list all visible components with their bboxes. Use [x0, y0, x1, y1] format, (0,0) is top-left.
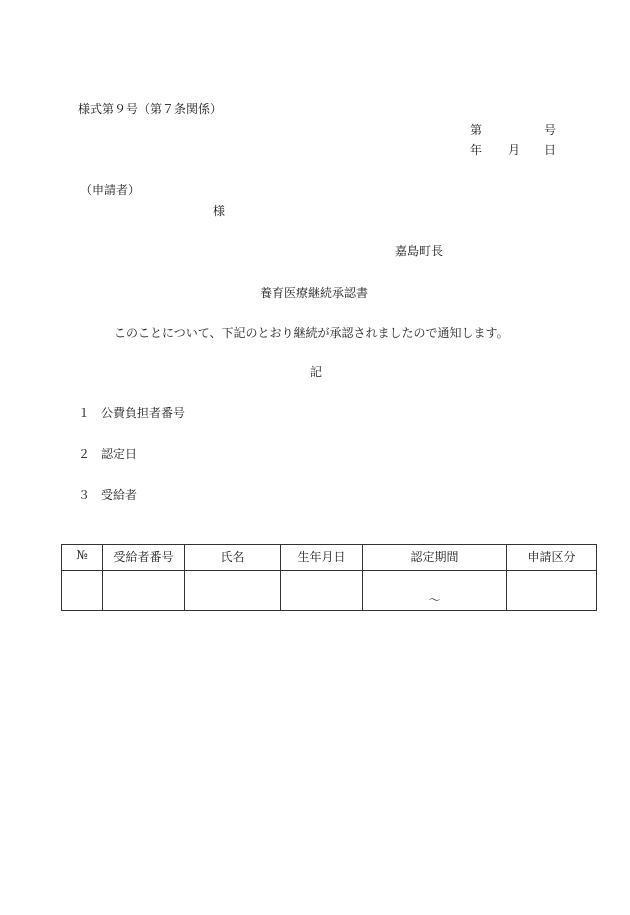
- doc-number-suffix: 号: [544, 123, 557, 137]
- cell-birthdate: [281, 571, 363, 611]
- date-month: 月: [508, 143, 521, 157]
- addressee-honorific: 様: [213, 204, 226, 218]
- item-certification-date: [78, 447, 137, 461]
- item-number: １: [78, 406, 91, 420]
- date-year: 年: [470, 143, 483, 157]
- header-no: №: [62, 545, 103, 571]
- table-row: [62, 571, 597, 611]
- cell-application-category: [507, 571, 597, 611]
- header-certification-period: 認定期間: [363, 545, 507, 571]
- item-number: ２: [78, 447, 91, 461]
- cell-no: [62, 571, 103, 611]
- cell-certification-period: ～: [363, 571, 507, 611]
- header-recipient-number: 受給者番号: [103, 545, 185, 571]
- cell-recipient-number: [103, 571, 185, 611]
- date-day: 日: [544, 143, 557, 157]
- applicant-label: （申請者）: [80, 183, 141, 197]
- issuer: 嘉島町長: [395, 244, 444, 258]
- item-label: 受給者: [101, 488, 138, 502]
- ki-heading: 記: [310, 365, 323, 379]
- recipient-table: [61, 544, 597, 611]
- item-label: 認定日: [101, 447, 138, 461]
- form-number: 様式第９号（第７条関係）: [78, 102, 223, 116]
- item-number: ３: [78, 488, 91, 502]
- item-label: 公費負担者番号: [101, 406, 186, 420]
- document-title: 養育医療継続承認書: [260, 286, 369, 300]
- cell-name: [185, 571, 281, 611]
- item-public-payer-number: [78, 406, 185, 420]
- header-birthdate: 生年月日: [281, 545, 363, 571]
- doc-number-prefix: 第: [470, 123, 483, 137]
- header-name: 氏名: [185, 545, 281, 571]
- table-header-row: [62, 545, 597, 571]
- item-recipient: [78, 488, 137, 502]
- header-application-category: 申請区分: [507, 545, 597, 571]
- body-text: このことについて、下記のとおり継続が承認されましたので通知します。: [114, 326, 509, 340]
